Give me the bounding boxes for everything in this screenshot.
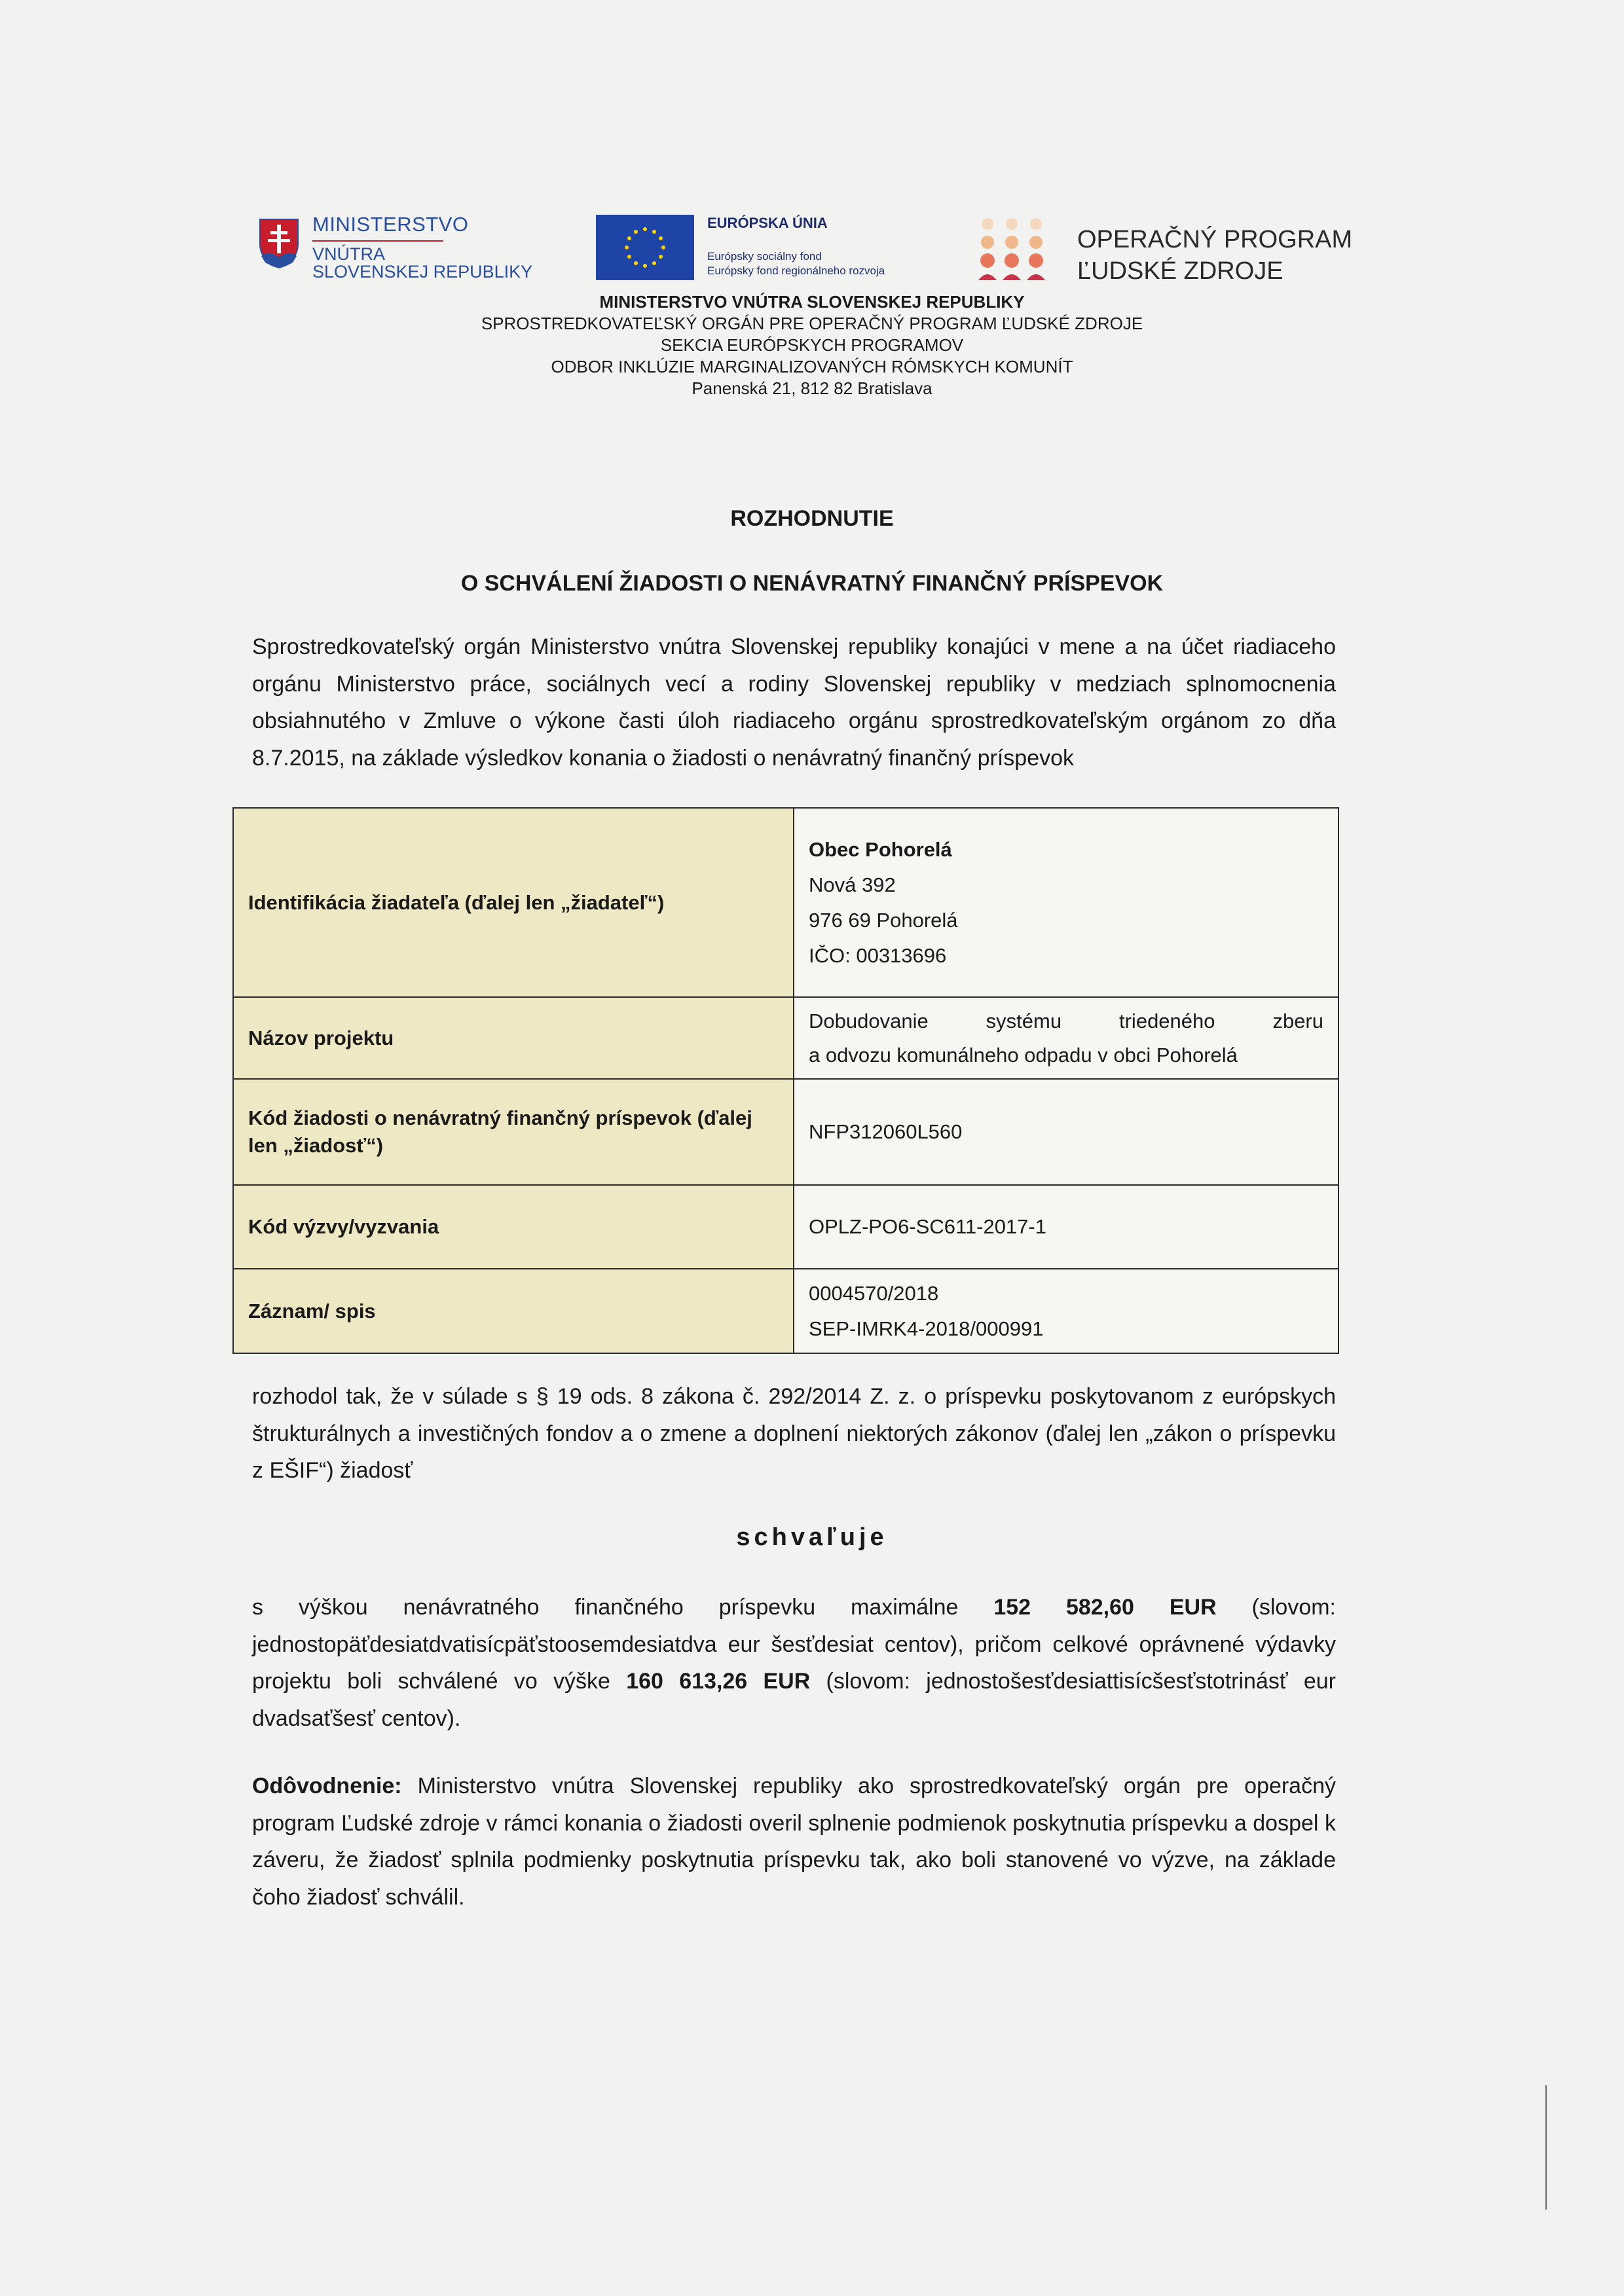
application-code-label — [233, 1079, 794, 1185]
table-row-applicant — [233, 808, 1338, 997]
institution-line2: SPROSTREDKOVATEĽSKÝ ORGÁN PRE OPERAČNÝ PROGRAM ĽUDSKÉ ZDROJE — [481, 314, 1143, 333]
op-dots-icon — [976, 216, 1048, 282]
application-code-value: NFP312060L560 — [794, 1079, 1338, 1185]
slovak-coat-of-arms-icon — [259, 218, 299, 269]
applicant-value — [794, 808, 1338, 997]
project-label: Názov projektu — [233, 997, 794, 1079]
op-logo-line2: ĽUDSKÉ ZDROJE — [1077, 257, 1283, 285]
applicant-street: Nová 392 — [809, 873, 896, 896]
institution-line3: SEKCIA EURÓPSKYCH PROGRAMOV — [660, 335, 964, 355]
applicant-ico: IČO: 00313696 — [809, 943, 947, 967]
op-logo — [976, 213, 1353, 285]
eu-logo — [596, 210, 963, 285]
call-code-label: Kód výzvy/vyzvania — [233, 1185, 794, 1269]
applicant-city: 976 69 Pohorelá — [809, 908, 958, 932]
amount-text2: (slovom: jednostopäťdesiatdvatisícpäťstoosemdesiatdva eur šesťdesiat centov), pričom celkové oprávnené výdavky projektu boli schválené vo výške — [252, 1595, 1337, 1694]
application-code-label-line2: len „žiadosť“) — [248, 1134, 384, 1157]
institution-line4: ODBOR INKLÚZIE MARGINALIZOVANÝCH RÓMSKYCH KOMUNÍT — [551, 357, 1073, 376]
record-label: Záznam/ spis — [233, 1269, 794, 1353]
applicant-name: Obec Pohorelá — [809, 837, 952, 861]
amount-paragraph — [252, 1589, 1336, 1737]
ministry-logo-line2: VNÚTRA — [312, 244, 386, 264]
institution-line1: MINISTERSTVO VNÚTRA SLOVENSKEJ REPUBLIKY — [599, 292, 1025, 312]
eu-logo-line2: Európsky sociálny fond — [707, 250, 822, 263]
project-value — [794, 997, 1338, 1079]
application-info-table — [232, 807, 1339, 1354]
eu-logo-line1: EURÓPSKA ÚNIA — [707, 215, 828, 231]
total-amount: 160 613,26 — [626, 1669, 748, 1694]
reasoning-text: Ministerstvo vnútra Slovenskej republiky ako sprostredkovateľský orgán pre operačný program Ľudské zdroje v rámci konania o žiadosti overil splnenie podmienok poskytnutia príspevku a dospel k záveru, že žiadosť splnila podmienky poskytnutia príspevku tak, ako boli stanovené vo výzve, na základe čoho žiadosť schválil. — [252, 1774, 1336, 1910]
max-amount: 152 582,60 — [993, 1595, 1134, 1620]
ministry-logo — [259, 213, 540, 285]
table-row-project — [233, 997, 1338, 1079]
reasoning-label: Odôvodnenie: — [252, 1774, 402, 1798]
ministry-logo-line3: SLOVENSKEJ REPUBLIKY — [312, 262, 533, 282]
institution-address: Panenská 21, 812 82 Bratislava — [692, 378, 932, 398]
approval-word: schvaľuje — [736, 1523, 888, 1551]
record-value — [794, 1269, 1338, 1353]
max-amount-currency: EUR — [1134, 1595, 1217, 1620]
record-file: SEP-IMRK4-2018/000991 — [809, 1317, 1044, 1340]
document-subtitle: O SCHVÁLENÍ ŽIADOSTI O NENÁVRATNÝ FINANČNÝ PRÍSPEVOK — [460, 571, 1164, 596]
document-title: ROZHODNUTIE — [730, 506, 894, 531]
record-number: 0004570/2018 — [809, 1281, 939, 1305]
amount-text3: (slovom: jednostošesťdesiattisícšesťstotrinásť eur dvadsaťšesť centov). — [252, 1669, 1337, 1731]
intro-paragraph: Sprostredkovateľský orgán Ministerstvo vnútra Slovenskej republiky konajúci v mene a na účet riadiaceho orgánu Ministerstvo práce, sociálnych vecí a rodiny Slovenskej republiky v medziach splnomocnenia obsiahnutého v Zmluve o výkone časti úloh riadiaceho orgánu sprostredkovateľským orgánom zo dňa 8.7.2015, na základe výsledkov konania o žiadosti o nenávratný finančný príspevok — [252, 634, 1336, 771]
op-logo-line1: OPERAČNÝ PROGRAM — [1077, 226, 1353, 253]
institution-block — [0, 291, 1624, 399]
table-row-call-code — [233, 1185, 1338, 1269]
scan-margin-line — [1545, 2085, 1547, 2210]
call-code-value: OPLZ-PO6-SC611-2017-1 — [794, 1185, 1338, 1269]
ministry-logo-line1: MINISTERSTVO — [312, 213, 469, 236]
project-name-line2: a odvozu komunálneho odpadu v obci Pohorelá — [809, 1043, 1238, 1066]
applicant-label: Identifikácia žiadateľa (ďalej len „žiadateľ“) — [233, 808, 794, 997]
table-row-application-code — [233, 1079, 1338, 1185]
table-row-record — [233, 1269, 1338, 1353]
eu-flag-icon — [596, 215, 694, 280]
ministry-logo-rule — [312, 240, 443, 242]
total-amount-currency: EUR — [747, 1669, 811, 1694]
eu-logo-line3: Európsky fond regionálneho rozvoja — [707, 264, 885, 277]
project-name-line1: Dobudovanie systému triedeného zberu — [809, 1009, 1323, 1032]
amount-text1: s výškou nenávratného finančného príspevku maximálne — [252, 1595, 994, 1620]
reasoning-paragraph — [252, 1768, 1336, 1916]
application-code-label-line1: Kód žiadosti o nenávratný finančný príspevok (ďalej — [248, 1106, 752, 1129]
decision-paragraph: rozhodol tak, že v súlade s § 19 ods. 8 zákona č. 292/2014 Z. z. o príspevku poskytovanom z európskych štrukturálnych a investičných fondov a o zmene a doplnení niektorých zákonov (ďalej len „zákon o príspevku z EŠIF“) žiadosť — [252, 1384, 1336, 1483]
